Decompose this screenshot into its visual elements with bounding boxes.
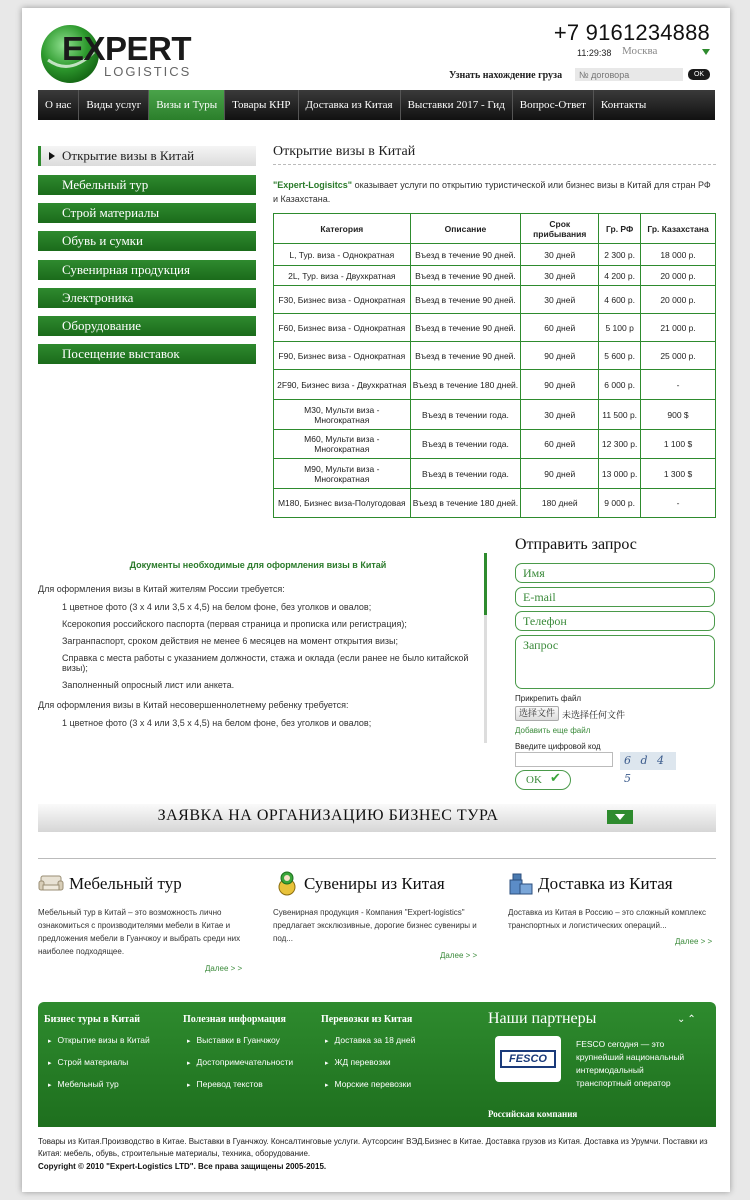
table-cell: 60 дней [521, 430, 599, 459]
captcha-label: Введите цифровой код [515, 742, 601, 751]
divider [38, 858, 716, 859]
documents-section [38, 556, 478, 732]
more-link[interactable]: Далее > > [675, 937, 713, 946]
logo-text: EXPERT [62, 30, 192, 67]
footer-link[interactable]: ▸ Доставка за 18 дней [325, 1035, 415, 1045]
list-item: Справка с места работы с указанием должности, стажа и оклада (если ранее не было китайской визы); [62, 653, 469, 673]
phone-number[interactable]: +7 9161234888 [553, 20, 710, 45]
intro-body: оказывает услуги по открытию туристической или бизнес визы в Китай для стран РФ и Казахстана. [273, 180, 711, 204]
table-row [274, 400, 716, 430]
sidebar-item-visa[interactable]: Открытие визы в Китай [38, 146, 256, 166]
table-cell: Въезд в течение 180 дней. [410, 489, 521, 518]
table-cell: 20 000 р. [641, 266, 716, 286]
business-tour-label: ЗАЯВКА НА ОРГАНИЗАЦИЮ БИЗНЕС ТУРА [157, 807, 499, 824]
name-field[interactable]: Имя [515, 563, 715, 583]
table-row [274, 459, 716, 489]
table-header: Гр. Казахстана [641, 214, 716, 244]
table-cell: 18 000 р. [641, 244, 716, 266]
intro-text [273, 178, 713, 206]
fesco-logo-text: FESCO [500, 1050, 556, 1068]
clock-time: 11:29:38 [577, 48, 612, 58]
logo[interactable] [40, 16, 200, 88]
table-cell: 1 300 $ [641, 459, 716, 489]
table-cell: - [641, 370, 716, 400]
phone-field[interactable]: Телефон [515, 611, 715, 631]
table-header: Описание [410, 214, 521, 244]
request-textarea[interactable]: Запрос [515, 635, 715, 689]
table-cell: Въезд в течение 90 дней. [410, 314, 521, 342]
table-cell: 5 100 р [599, 314, 641, 342]
table-cell: M90, Мульти виза - Многократная [274, 459, 411, 489]
footer-heading: Полезная информация [183, 1014, 286, 1025]
captcha-input[interactable] [515, 752, 613, 767]
table-cell: 90 дней [521, 370, 599, 400]
table-cell: 1 100 $ [641, 430, 716, 459]
table-row [274, 489, 716, 518]
table-row [274, 370, 716, 400]
contract-number-input[interactable] [575, 68, 683, 81]
footer-link[interactable]: ▸ Мебельный тур [48, 1079, 119, 1089]
table-cell: 2 300 р. [599, 244, 641, 266]
table-cell: M30, Мульти виза - Многократная [274, 400, 411, 430]
column-title[interactable]: Сувениры из Китая [304, 874, 445, 893]
footer-link[interactable]: ▸ Выставки в Гуанчжоу [187, 1035, 280, 1045]
table-cell: - [641, 489, 716, 518]
table-cell: Въезд в течении года. [410, 400, 521, 430]
table-cell: 30 дней [521, 400, 599, 430]
table-cell: 90 дней [521, 459, 599, 489]
table-cell: 12 300 р. [599, 430, 641, 459]
table-row [274, 244, 716, 266]
documents-intro: Для оформления визы в Китай жителям России требуется: [38, 584, 285, 594]
documents-list-child [38, 718, 478, 728]
nav-item[interactable]: О нас [38, 90, 79, 120]
nav-item[interactable]: Виды услуг [79, 90, 149, 120]
column-title[interactable]: Мебельный тур [69, 874, 182, 893]
footer-link[interactable]: ▸ Открытие визы в Китай [48, 1035, 150, 1045]
table-cell: F90, Бизнес виза - Однократная [274, 342, 411, 370]
partner-logo[interactable] [495, 1036, 561, 1082]
nav-item[interactable]: Доставка из Китая [299, 90, 401, 120]
footer-heading: Перевозки из Китая [321, 1014, 413, 1025]
sidebar-item[interactable]: Оборудование [38, 316, 256, 336]
file-status: 未选择任何文件 [562, 710, 626, 720]
table-cell: 90 дней [521, 342, 599, 370]
table-cell: Въезд в течение 90 дней. [410, 286, 521, 314]
track-label: Узнать нахождение груза [449, 70, 563, 81]
page [22, 8, 730, 1192]
sidebar-item[interactable]: Обувь и сумки [38, 231, 256, 251]
column-title[interactable]: Доставка из Китая [538, 874, 673, 893]
table-cell: 900 $ [641, 400, 716, 430]
footer-link[interactable]: ▸ Достопримечательности [187, 1057, 293, 1067]
table-cell: 2L, Тур. виза - Двухкратная [274, 266, 411, 286]
captcha-image: 6 d 4 5 [620, 752, 676, 770]
nav-item[interactable]: Выставки 2017 - Гид [401, 90, 513, 120]
table-header: Срок прибывания [521, 214, 599, 244]
list-item: Загранпаспорт, сроком действия не менее 6 месяцев на момент открытия визы; [62, 636, 399, 646]
seo-text: Товары из Китая.Производство в Китае. Выставки в Гуанчжоу. Консалтинговые услуги. Аутсорсинг ВЭД.Бизнес в Китае. Доставка грузов из Китая. Доставка из Урумчи. Поставки из Китая: мебель, обувь, строительные материалы, техника, оборудование. [38, 1137, 708, 1158]
table-row [274, 430, 716, 459]
main-nav [38, 90, 715, 120]
documents-list [38, 602, 478, 690]
table-cell: 30 дней [521, 244, 599, 266]
table-cell: Въезд в течение 180 дней. [410, 370, 521, 400]
table-cell: Въезд в течение 90 дней. [410, 266, 521, 286]
partner-caption: Российская компания [488, 1109, 578, 1119]
form-title: Отправить запрос [515, 536, 637, 553]
table-cell: 9 000 р. [599, 489, 641, 518]
sidebar-item[interactable]: Посещение выставок [38, 344, 256, 364]
footer-link[interactable]: ▸ ЖД перевозки [325, 1057, 391, 1067]
table-cell: 2F90, Бизнес виза - Двухкратная [274, 370, 411, 400]
table-cell: 21 000 р. [641, 314, 716, 342]
list-item: 1 цветное фото (3 х 4 или 3,5 х 4,5) на белом фоне, без уголков и овалов; [62, 602, 372, 612]
list-item: Заполненный опросный лист или анкета. [62, 680, 235, 690]
sidebar-item[interactable]: Строй материалы [38, 203, 256, 223]
footer-heading: Бизнес туры в Китай [44, 1014, 141, 1025]
table-cell: 4 600 р. [599, 286, 641, 314]
nav-item[interactable]: Товары КНР [225, 90, 298, 120]
city-select[interactable]: Москва [622, 45, 658, 57]
sidebar-item[interactable]: Мебельный тур [38, 175, 256, 195]
choose-file-button[interactable]: 选择文件 [515, 706, 559, 721]
carousel-arrows-icon[interactable]: ⌄⌃ [677, 1014, 698, 1025]
more-link[interactable]: Далее > > [440, 951, 478, 960]
column-text: Сувенирная продукция - Компания "Expert-logistics" предлагает эксклюзивные, дорогие бизнес сувениры и под... [273, 908, 477, 943]
column-text: Мебельный тур в Китай – это возможность лично ознакомиться с производителями мебели в Китае и предложения мебели в Гуанчжоу и выбрать среди них наиболее подходящее. [38, 908, 241, 956]
copyright: Copyright © 2010 "Expert-Logistics LTD". Все права защищены 2005-2015. [38, 1162, 327, 1171]
footer-link[interactable]: ▸ Строй материалы [48, 1057, 128, 1067]
table-row [274, 342, 716, 370]
divider [273, 164, 716, 165]
table-cell: Въезд в течении года. [410, 430, 521, 459]
nav-item-active[interactable]: Визы и Туры [149, 90, 225, 120]
nav-item[interactable]: Контакты [600, 99, 647, 111]
scrollbar-thumb[interactable] [484, 553, 487, 615]
table-cell: Въезд в течение 90 дней. [410, 244, 521, 266]
column-text: Доставка из Китая в Россию – это сложный комплекс транспортных и логистических операций... [508, 908, 706, 930]
table-cell: 11 500 р. [599, 400, 641, 430]
list-item: Ксерокопия российского паспорта (первая страница и прописка или регистрация); [62, 619, 407, 629]
documents-title: Документы необходимые для оформления визы в Китай [129, 560, 387, 570]
list-item: 1 цветное фото (3 х 4 или 3,5 х 4,5) на белом фоне, без уголков и овалов; [62, 718, 372, 728]
armchair-icon [38, 872, 64, 894]
table-cell: M60, Мульти виза - Многократная [274, 430, 411, 459]
table-cell: Въезд в течение 90 дней. [410, 342, 521, 370]
sidebar-item[interactable]: Электроника [38, 288, 256, 308]
more-link[interactable]: Далее > > [205, 964, 243, 973]
check-icon: ✔ [550, 770, 561, 785]
page-title: Открытие визы в Китай [273, 144, 416, 159]
table-cell: 4 200 р. [599, 266, 641, 286]
logo-subtext: LOGISTICS [104, 64, 192, 79]
attach-label: Прикрепить файл [515, 694, 582, 703]
matryoshka-icon [274, 870, 300, 892]
table-cell: 13 000 р. [599, 459, 641, 489]
documents-intro-child: Для оформления визы в Китай несовершеннолетнему ребенку требуется: [38, 700, 349, 710]
add-file-link[interactable]: Добавить еще файл [515, 726, 591, 735]
table-header: Гр. РФ [599, 214, 641, 244]
visa-price-table [273, 213, 716, 518]
table-row [274, 314, 716, 342]
chevron-down-icon[interactable] [702, 49, 710, 55]
footer-link[interactable]: ▸ Перевод текстов [187, 1079, 263, 1089]
table-row [274, 286, 716, 314]
table-cell: M180, Бизнес виза-Полугодовая [274, 489, 411, 518]
submit-button[interactable]: OK [515, 770, 571, 790]
table-cell: 5 600 р. [599, 342, 641, 370]
nav-item[interactable]: Вопрос-Ответ [513, 90, 594, 120]
table-cell: F60, Бизнес виза - Однократная [274, 314, 411, 342]
table-cell: Въезд в течении года. [410, 459, 521, 489]
table-cell: 25 000 р. [641, 342, 716, 370]
footer-link[interactable]: ▸ Морские перевозки [325, 1079, 411, 1089]
table-cell: 6 000 р. [599, 370, 641, 400]
partner-description: FESCO сегодня — это крупнейший национальный интермодальный транспортный оператор [576, 1039, 685, 1088]
table-cell: 180 дней [521, 489, 599, 518]
table-row [274, 266, 716, 286]
expand-arrow-icon[interactable] [607, 810, 633, 824]
table-cell: F30, Бизнес виза - Однократная [274, 286, 411, 314]
partners-title: Наши партнеры [488, 1010, 597, 1027]
table-cell: 30 дней [521, 286, 599, 314]
table-cell: 60 дней [521, 314, 599, 342]
table-cell: L, Тур. виза - Однократная [274, 244, 411, 266]
email-field[interactable]: E-mail [515, 587, 715, 607]
table-cell: 20 000 р. [641, 286, 716, 314]
track-ok-button[interactable]: OK [688, 69, 710, 80]
table-cell: 30 дней [521, 266, 599, 286]
brand-name: "Expert-Logisitcs" [273, 180, 353, 190]
container-icon [508, 872, 534, 894]
table-header: Категория [274, 214, 411, 244]
sidebar-item[interactable]: Сувенирная продукция [38, 260, 256, 280]
